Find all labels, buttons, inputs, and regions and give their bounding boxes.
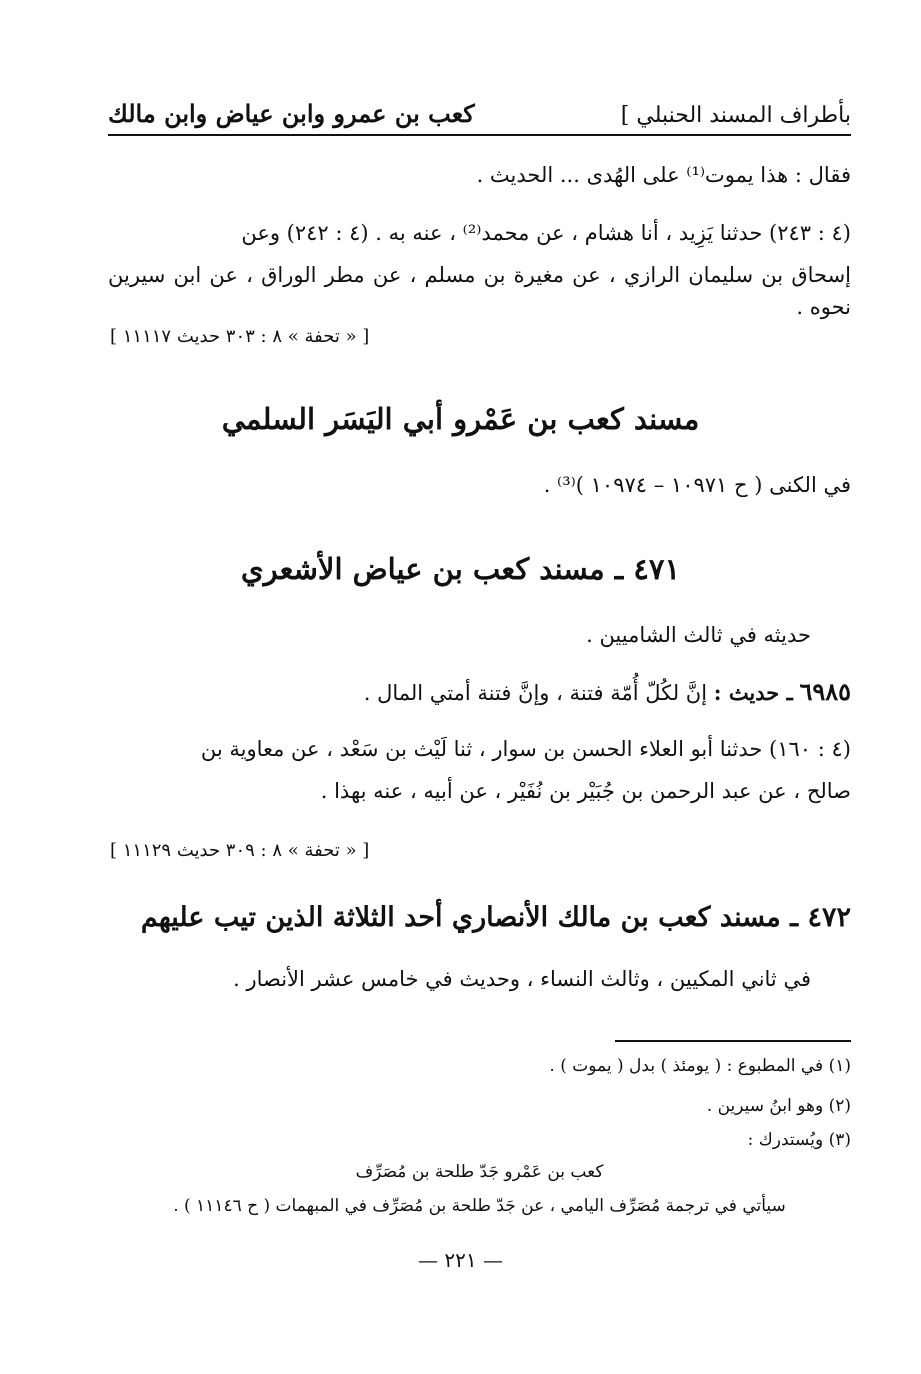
hadith-line [108, 674, 851, 710]
isnad-line: إسحاق بن سليمان الرازي ، عن مغيرة بن مسلم ، عن مطر الوراق ، عن ابن سيرين نحوه . [108, 263, 851, 319]
footnote-divider [615, 1040, 851, 1042]
isnad-line: صالح ، عن عبد الرحمن بن جُبَيْر بن نُفَيْر ، عن أبيه ، عنه بهذا . [320, 779, 851, 803]
footnote: (٣) ويُستدرك : [747, 1130, 851, 1150]
footnote-line: سيأتي في ترجمة مُصَرِّف اليامي ، عن جَدّ طلحة بن مُصَرِّف في المبهمات ( ح ١١١٤٦ ) . [173, 1196, 786, 1216]
hadith-number: ٦٩٨٥ [799, 677, 851, 706]
isnad-line: (٤ : ١٦٠) حدثنا أبو العلاء الحسن بن سوار ، ثنا لَيْث بن سَعْد ، عن معاوية بن [200, 737, 851, 761]
text-line: في ثاني المكيين ، وثالث النساء ، وحديث في خامس عشر الأنصار . [233, 967, 811, 991]
footnote: (٢) وهو ابنُ سيرين . [706, 1096, 851, 1116]
text-line: حديثه في ثالث الشاميين . [586, 623, 811, 647]
header-chapter-title: كعب بن عمرو وابن عياض وابن مالك [108, 99, 475, 128]
hadith-text: إنَّ لكُلّ أُمّة فتنة ، وإنَّ فتنة أمتي المال . [363, 681, 708, 705]
tuhfa-reference: [ « تحفة » ٨ : ٣٠٣ حديث ١١١١٧ ] [110, 326, 370, 347]
text-line: في الكنى ( ح ١٠٩٧١ – ١٠٩٧٤ )⁽³⁾ . [543, 473, 851, 497]
section-title: مسند كعب بن عَمْرو أبي اليَسَر السلمي [221, 402, 700, 436]
footnote: (١) في المطبوع : ( يومئذ ) بدل ( يموت ) . [549, 1056, 851, 1076]
header-book-title: بأطراف المسند الحنبلي ] [620, 103, 851, 128]
text-line: فقال : هذا يموت⁽¹⁾ على الهُدى ... الحديث . [476, 163, 851, 187]
running-header [108, 88, 851, 136]
isnad-line: (٤ : ٢٤٣) حدثنا يَزِيد ، أنا هشام ، عن محمد⁽²⁾ ، عنه به . (٤ : ٢٤٢) وعن [241, 221, 851, 245]
footnote-line: كعب بن عَمْرو جَدّ طلحة بن مُصَرِّف [355, 1162, 604, 1182]
hadith-label: ـ حديث : [713, 680, 793, 705]
tuhfa-reference: [ « تحفة » ٨ : ٣٠٩ حديث ١١١٢٩ ] [110, 840, 370, 861]
page-number: — ٢٢١ — [418, 1248, 503, 1272]
section-title: ٤٧٢ ـ مسند كعب بن مالك الأنصاري أحد الثلاثة الذين تيب عليهم [140, 902, 851, 933]
section-title: ٤٧١ ـ مسند كعب بن عياض الأشعري [240, 552, 681, 586]
